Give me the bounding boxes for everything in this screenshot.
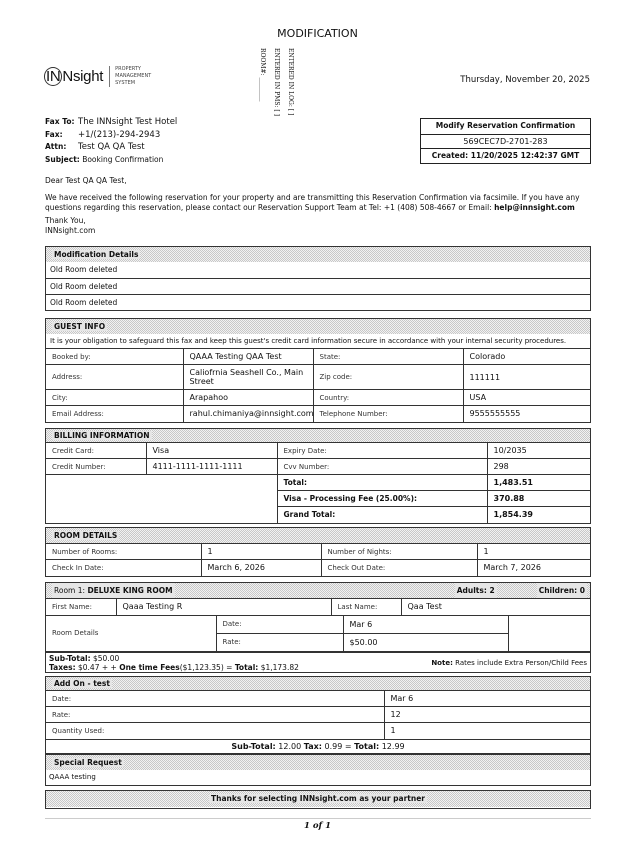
fax-attn: Test QA QA Test	[78, 142, 145, 152]
confirmation-title: Modify Reservation Confirmation	[435, 121, 576, 130]
table-row: City: Arapahoo Country: USA	[46, 390, 590, 406]
innsight-logo	[44, 66, 151, 87]
table-row: Address: Caliofrnia Seashell Co., Main Street Zip code: 111111	[46, 365, 590, 390]
special-request-text: QAAA testing	[49, 773, 96, 781]
section-header: Add On - test	[54, 679, 110, 688]
entered-pms-stamp: ENTERED IN PMS: [ ]	[273, 48, 280, 116]
guest-info	[45, 318, 591, 423]
modification-row: Old Room deleted	[46, 278, 590, 294]
table-row: Booked by: QAAA Testing QAA Test State: Colorado	[46, 349, 590, 365]
logo-name: IN Nsight	[46, 68, 104, 85]
security-note: It is your obligation to safeguard this fax and keep this guest's credit card information secure in accordance with your internal security procedures.	[50, 337, 567, 345]
room-number-stamp: ROOM#: ________	[259, 48, 266, 102]
room-header: Room 1: DELUXE KING ROOM Adults: 2 Children: 0	[46, 583, 590, 598]
fax-header: Fax To: The INNsight Test Hotel Fax: +1/(213)-294-2943 Attn: Test QA QA Test Subject: Booking Confirmation	[45, 117, 178, 164]
section-header: ROOM DETAILS	[54, 531, 118, 540]
modification-row: Old Room deleted	[46, 294, 590, 310]
table-row: Email Address: rahul.chimaniya@innsight.com Telephone Number: 9555555555	[46, 406, 590, 422]
table-row: Number of Rooms: 1 Number of Nights: 1	[46, 544, 590, 560]
special-request	[45, 754, 591, 786]
document-date: Thursday, November 20, 2025	[460, 75, 590, 85]
section-header: BILLING INFORMATION	[54, 431, 150, 440]
fax-subject: Booking Confirmation	[82, 154, 164, 164]
document-title: MODIFICATION	[277, 27, 358, 40]
room-1	[45, 582, 591, 673]
table-row: Credit Card: Visa Expiry Date: 10/2035	[46, 443, 590, 459]
table-row: Quantity Used: 1	[46, 723, 590, 739]
table-row: Check In Date: March 6, 2026 Check Out Date: March 7, 2026	[46, 560, 590, 576]
support-email[interactable]: help@innsight.com	[494, 203, 575, 212]
table-row: Visa - Processing Fee (25.00%): 370.88	[46, 491, 590, 507]
signature: INNsight.com	[45, 226, 96, 235]
table-row: Grand Total: 1,854.39	[46, 507, 590, 523]
thanks-banner: Thanks for selecting INNsight.com as your partner	[45, 790, 591, 809]
table-row: Rate: 12	[46, 707, 590, 723]
table-row: Credit Number: 4111-1111-1111-1111 Cvv Number: 298	[46, 459, 590, 475]
fax-number: +1/(213)-294-2943	[78, 129, 161, 140]
letter-body: We have received the following reservation for your property and are transmitting this Reservation Confirmation via facsimile. If you have any questions regarding this reservation, please contact our Reservation Support Team at Tel: +1 (408) 508-4667 or Email: help@innsight.com	[45, 193, 580, 212]
thanks: Thank You,	[45, 216, 86, 225]
entered-log-stamp: ENTERED IN LOG: [ ]	[287, 48, 294, 116]
logo-tagline: PROPERTY MANAGEMENT SYSTEM	[109, 66, 151, 87]
room-totals: Sub-Total: $50.00 Taxes: $0.47 + + One time Fees($1,123.35) = Total: $1,173.82 Note: Rates include Extra Person/Child Fees	[46, 652, 590, 672]
table-row: Total: 1,483.51	[46, 475, 590, 491]
section-header: Special Request	[54, 758, 122, 767]
table-row: First Name: Qaaa Testing R Last Name: Qaa Test	[46, 599, 590, 615]
add-on	[45, 676, 591, 754]
footer-divider	[45, 818, 591, 819]
rate-note: Note: Rates include Extra Person/Child Fees	[431, 658, 587, 667]
guest-table	[46, 348, 590, 422]
table-row: Room Details Date: Mar 6	[46, 615, 590, 633]
fax-to: The INNsight Test Hotel	[78, 117, 178, 127]
billing-table	[46, 442, 590, 523]
table-row: Rate: $50.00	[46, 633, 590, 651]
section-header: GUEST INFO	[54, 322, 106, 331]
page-number: 1 of 1	[303, 821, 332, 831]
modification-row: Old Room deleted	[50, 265, 118, 274]
table-row: Date: Mar 6	[46, 691, 590, 707]
greeting: Dear Test QA QA Test,	[45, 176, 127, 185]
addon-totals: Sub-Total: 12.00 Tax: 0.99 = Total: 12.99	[46, 739, 590, 753]
modification-details	[45, 246, 591, 311]
section-header: Modification Details	[46, 247, 590, 262]
confirmation-box	[420, 118, 591, 164]
confirmation-number: 569CEC7D-2701-283	[421, 134, 590, 149]
room-details	[45, 527, 591, 577]
billing-information	[45, 428, 591, 524]
confirmation-created: Created: 11/20/2025 12:42:37 GMT	[421, 148, 590, 163]
